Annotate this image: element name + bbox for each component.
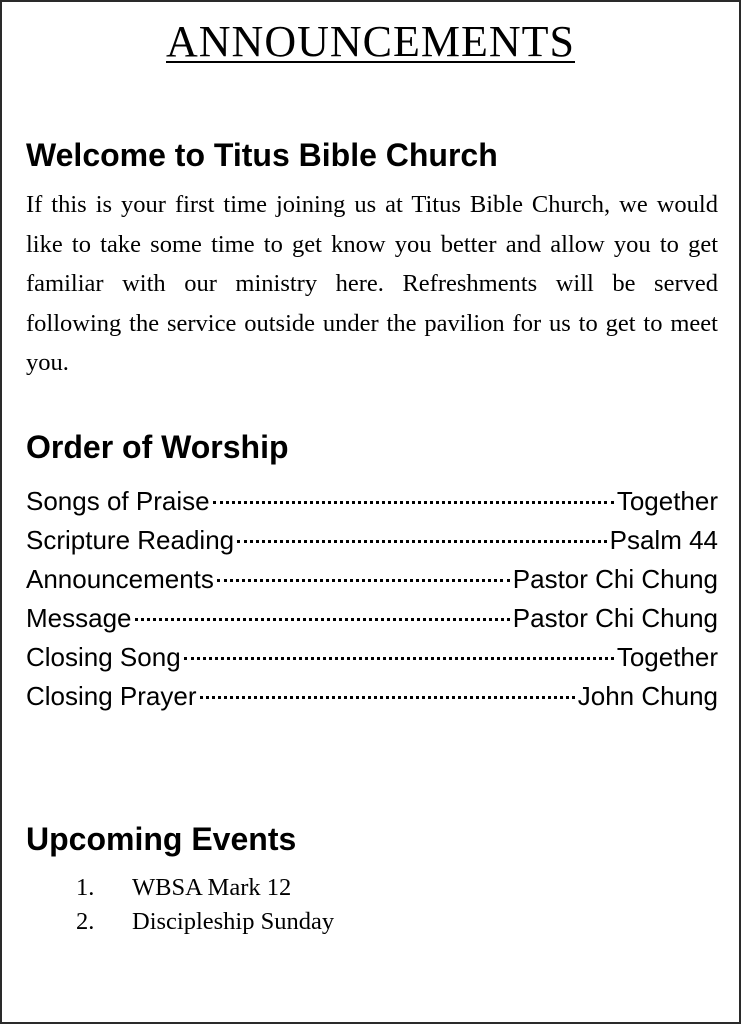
dot-leader <box>200 696 575 699</box>
worship-leader: Together <box>616 486 718 516</box>
order-of-worship-list <box>26 482 718 716</box>
dot-leader <box>135 618 510 621</box>
upcoming-events-list <box>76 871 334 939</box>
worship-leader: Pastor Chi Chung <box>512 603 718 633</box>
welcome-paragraph: If this is your first time joining us at Titus Bible Church, we would like to take some time to get know you better and allow you to get familiar with our ministry here. Refreshments will be served following the service outside under the pavilion for us to get to meet you. <box>26 191 718 376</box>
worship-row <box>26 677 718 716</box>
event-number: 2. <box>76 908 95 935</box>
worship-row <box>26 599 718 638</box>
dot-leader <box>213 501 614 504</box>
worship-item: Scripture Reading <box>26 525 235 555</box>
worship-item: Songs of Praise <box>26 486 210 516</box>
page-heading: ANNOUNCEMENTS <box>166 17 575 66</box>
upcoming-events-title: Upcoming Events <box>26 821 297 857</box>
event-number: 1. <box>76 874 95 901</box>
worship-row <box>26 638 718 677</box>
worship-leader: John Chung <box>577 681 718 711</box>
worship-item: Message <box>26 603 132 633</box>
event-item <box>76 905 334 939</box>
worship-leader: Pastor Chi Chung <box>512 564 718 594</box>
worship-item: Closing Song <box>26 642 181 672</box>
worship-item: Closing Prayer <box>26 681 197 711</box>
welcome-title: Welcome to Titus Bible Church <box>26 137 498 173</box>
worship-row <box>26 482 718 521</box>
event-item <box>76 871 334 905</box>
event-label: Discipleship Sunday <box>132 908 335 935</box>
worship-leader: Together <box>616 642 718 672</box>
dot-leader <box>237 540 606 543</box>
worship-leader: Psalm 44 <box>609 525 718 555</box>
worship-item: Announcements <box>26 564 214 594</box>
event-label: WBSA Mark 12 <box>132 874 292 901</box>
order-of-worship-title: Order of Worship <box>26 429 289 465</box>
worship-row <box>26 560 718 599</box>
dot-leader <box>184 657 614 660</box>
dot-leader <box>217 579 510 582</box>
worship-row <box>26 521 718 560</box>
